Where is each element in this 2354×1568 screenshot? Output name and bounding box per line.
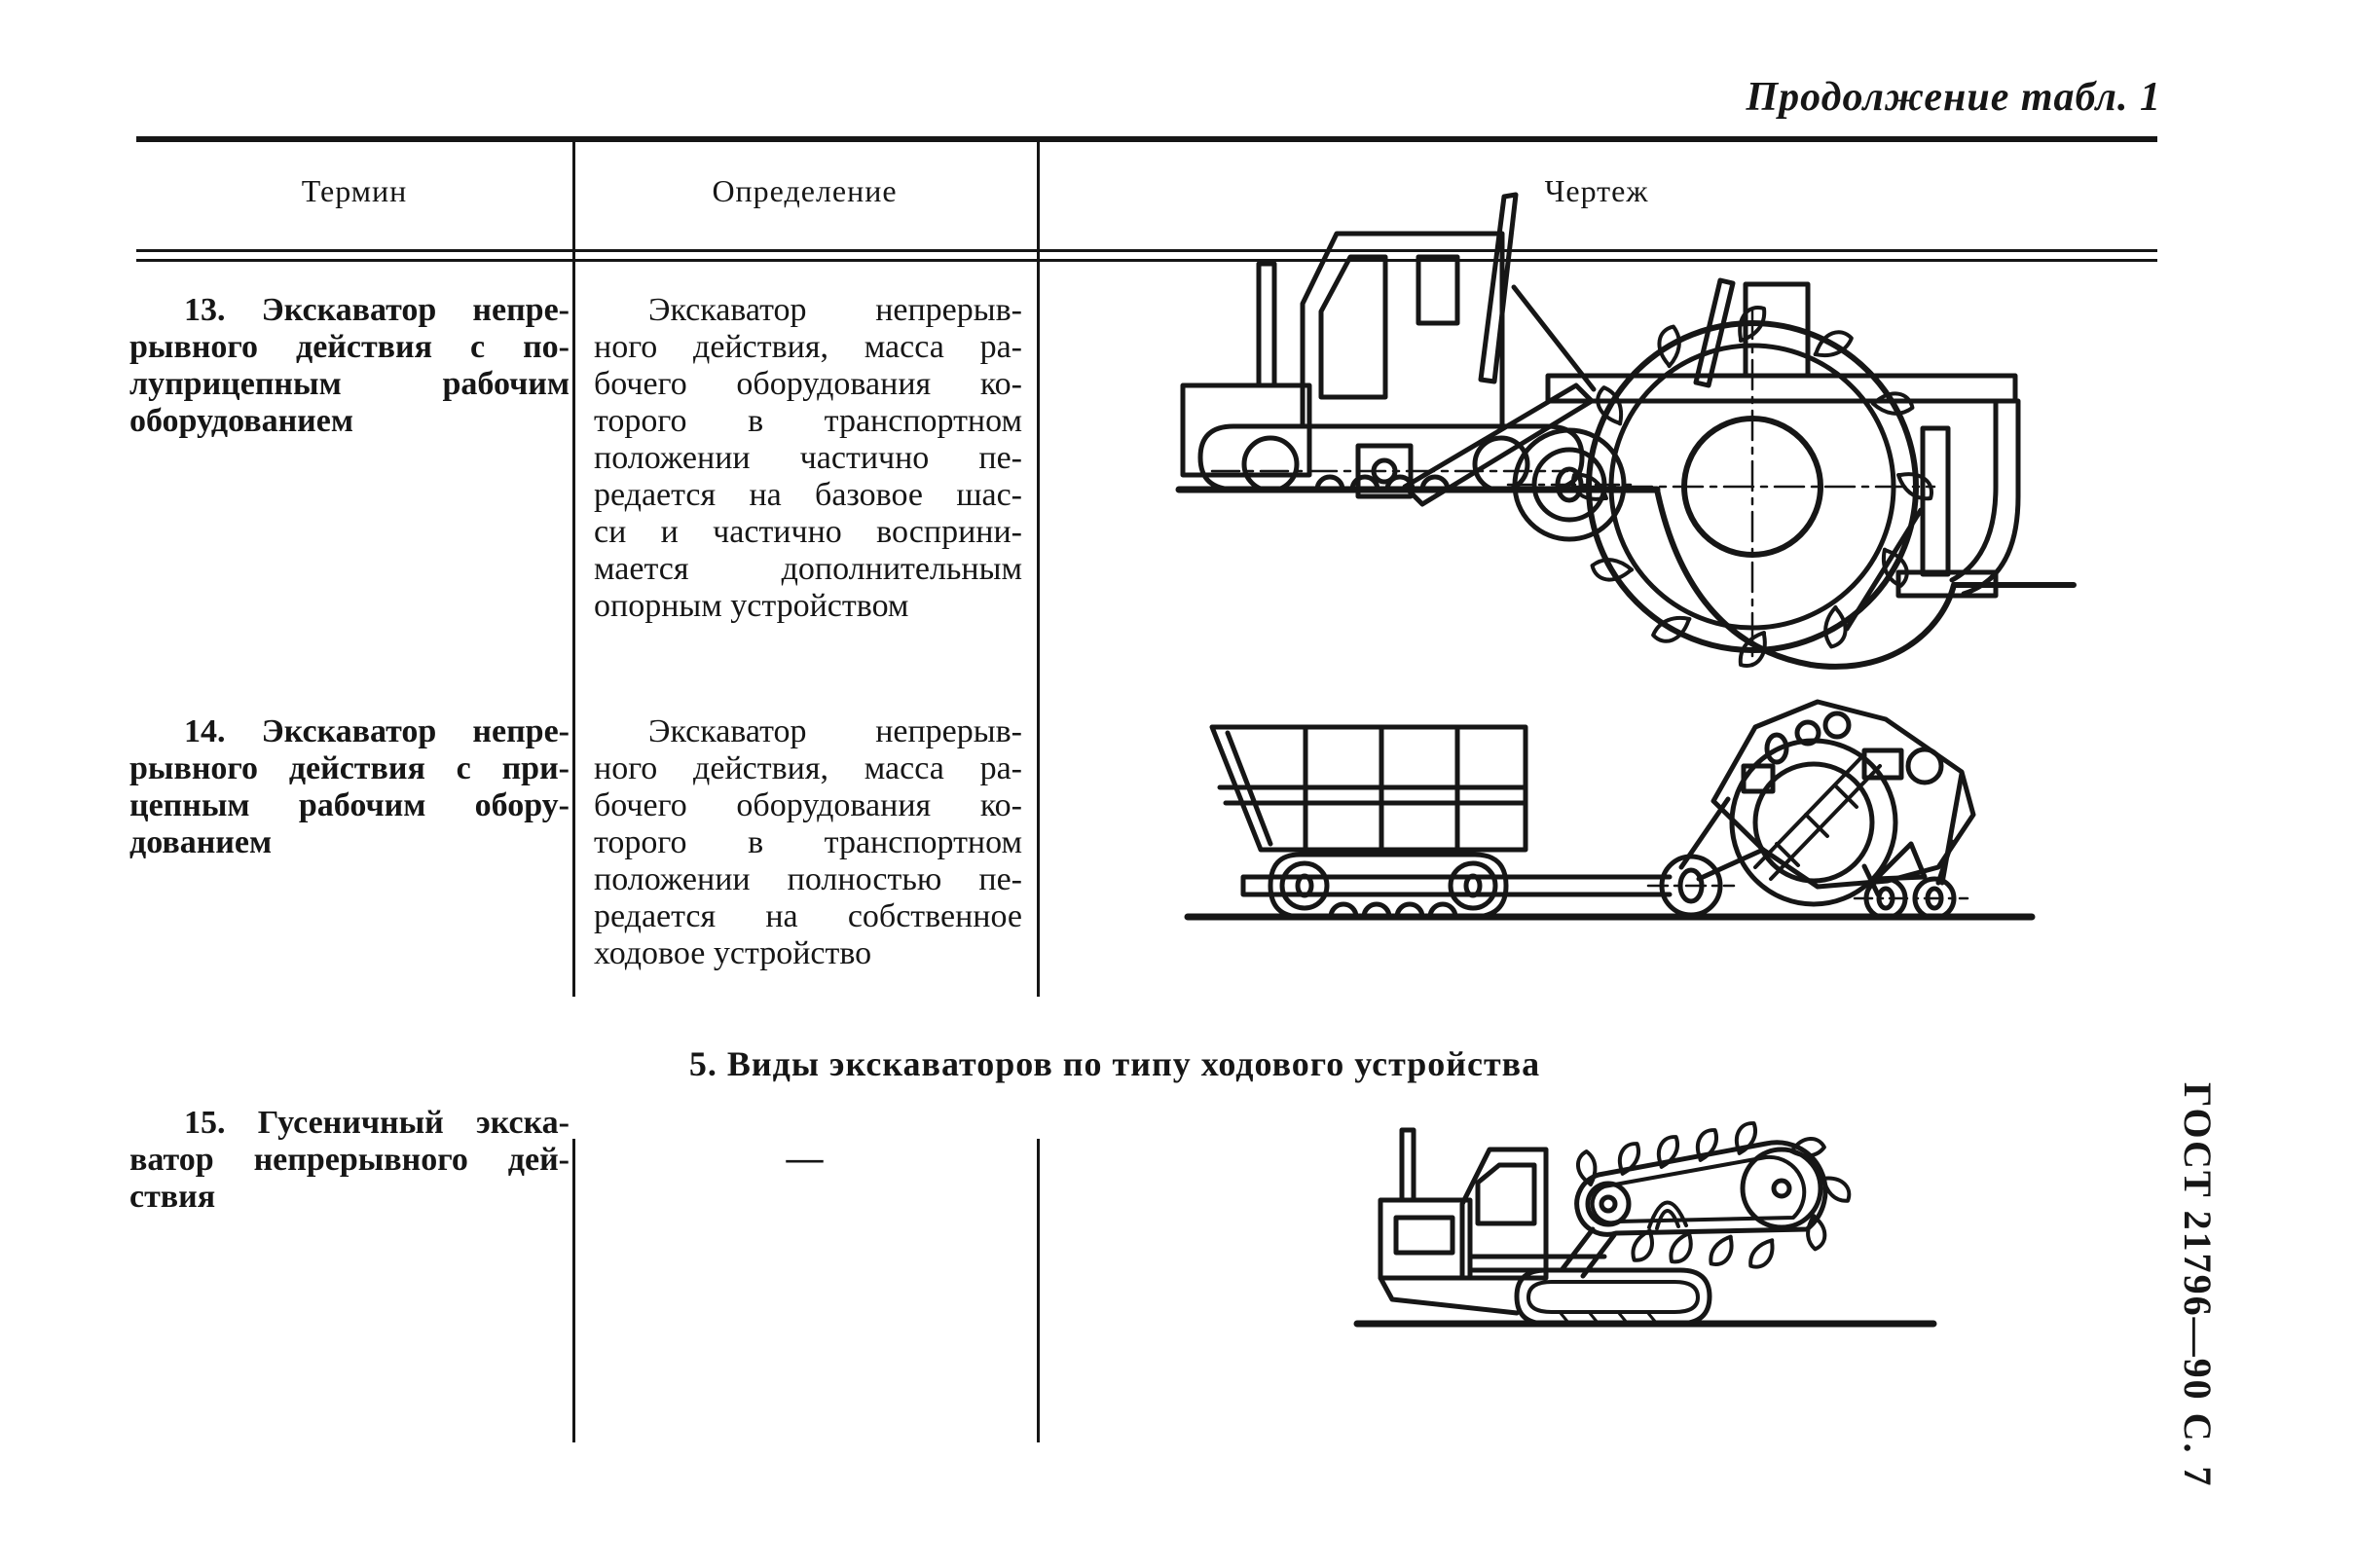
column-divider-term-definition-lower (572, 1139, 575, 1442)
column-divider-term-definition-upper (572, 138, 575, 997)
term-cell-13: 13. Экскаватор непре- рывного действия с по- луприцепным рабочим оборудованием (129, 292, 570, 439)
definition-cell-13: Экскаватор непрерыв- ного действия, масса ра- бочего оборудования ко- торого в транспортном положении частично пе- редается на базовое шас- си и частично восприни- мается дополнительным опорным устройством (594, 292, 1022, 624)
column-header-definition: Определение (712, 173, 898, 208)
bucket-chain-boom (1562, 1122, 1851, 1276)
column-divider-definition-drawing-upper (1037, 138, 1040, 997)
gost-designation-vertical: ГОСТ 21796—90 С. 7 (2176, 1082, 2220, 1488)
crawler-bucket-chain-excavator-drawing (1353, 1114, 1937, 1338)
column-header-term: Термин (301, 173, 408, 208)
table-top-border (136, 136, 2157, 142)
trailed-bucket-wheel-excavator-drawing (1183, 676, 2040, 930)
ground-pit-line (1657, 490, 2074, 667)
column-divider-definition-drawing-lower (1037, 1139, 1040, 1442)
crawler-wagon (1212, 727, 1526, 917)
definition-cell-14: Экскаватор непрерыв- ного действия, масса ра- бочего оборудования ко- торого в транспортном положении полностью пе- редается на собственное ходовое устройство (594, 713, 1022, 971)
term-cell-15: 15. Гусеничный экска- ватор непрерывного дей- ствия (129, 1105, 570, 1215)
section-header: 5. Виды экскаваторов по типу ходового устройства (688, 1044, 1541, 1083)
crawler-tractor (1380, 1130, 1604, 1313)
continuation-label: Продолжение табл. 1 (1746, 75, 2161, 120)
column-header-drawing: Чертеж (1544, 173, 1649, 208)
bucket-wheel (1572, 308, 1934, 666)
definition-dash-15: — (786, 1138, 824, 1179)
semi-trailed-bucket-wheel-excavator-drawing (1173, 195, 2078, 676)
term-cell-14: 14. Экскаватор непре- рывного действия с при- цепным рабочим обору- дованием (129, 713, 570, 860)
